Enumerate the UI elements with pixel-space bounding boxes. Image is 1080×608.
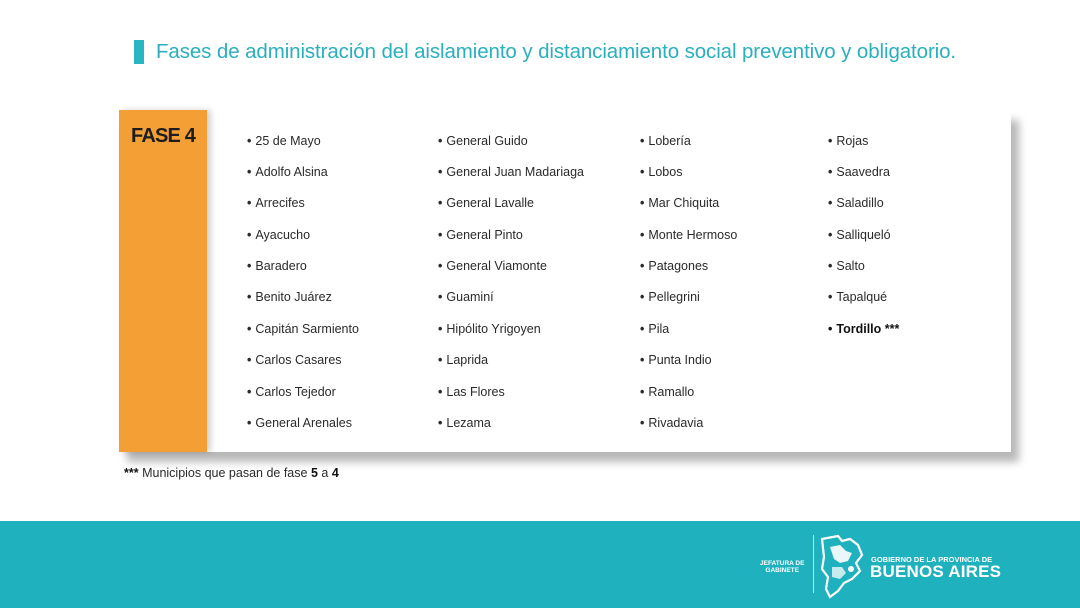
phase-tab — [119, 110, 207, 452]
municipality-item — [438, 290, 494, 304]
jefatura-label — [760, 560, 804, 574]
bullet-marker: • — [438, 259, 443, 273]
municipality-name: Lobos — [648, 165, 683, 179]
municipality-name: Monte Hermoso — [648, 228, 738, 242]
bullet-marker: • — [640, 290, 645, 304]
bullet-marker: • — [438, 353, 443, 367]
municipality-item — [828, 290, 887, 304]
municipality-item — [438, 416, 491, 430]
municipality-name: Arrecifes — [255, 196, 305, 210]
municipality-item — [828, 134, 868, 148]
bullet-marker: • — [640, 385, 645, 399]
municipality-name: Baradero — [255, 259, 307, 273]
municipality-name: Tapalqué — [836, 290, 888, 304]
municipality-item — [247, 322, 359, 336]
bullet-marker: • — [640, 165, 645, 179]
bullet-marker: • — [247, 322, 252, 336]
municipality-name: 25 de Mayo — [255, 134, 321, 148]
bullet-marker: • — [247, 196, 252, 210]
municipality-name: Pellegrini — [648, 290, 700, 304]
municipality-item — [438, 259, 547, 273]
footnote-to-phase: 4 — [331, 466, 339, 480]
bullet-marker: • — [247, 259, 252, 273]
government-label: GOBIERNO DE LA PROVINCIA DE — [871, 555, 993, 564]
municipality-name: Punta Indio — [648, 353, 712, 367]
municipality-item — [247, 416, 352, 430]
bullet-marker: • — [828, 134, 833, 148]
bullet-marker: • — [640, 353, 645, 367]
municipality-item — [438, 353, 488, 367]
municipality-item — [247, 385, 336, 399]
municipality-item — [640, 353, 712, 367]
municipality-item — [640, 385, 694, 399]
page-header — [134, 40, 956, 64]
municipality-item — [828, 228, 891, 242]
bullet-marker: • — [438, 228, 443, 242]
municipality-name: General Viamonte — [446, 259, 547, 273]
bullet-marker: • — [640, 322, 645, 336]
municipality-name: Saavedra — [836, 165, 890, 179]
bullet-marker: • — [828, 259, 833, 273]
municipality-item — [247, 165, 328, 179]
bullet-marker: • — [640, 228, 645, 242]
municipality-name: General Pinto — [446, 228, 523, 242]
municipality-name: General Lavalle — [446, 196, 534, 210]
municipality-name: Ayacucho — [255, 228, 311, 242]
bullet-marker: • — [640, 259, 645, 273]
bullet-marker: • — [828, 290, 833, 304]
bullet-marker: • — [438, 196, 443, 210]
phase-card — [119, 110, 1011, 452]
municipality-item — [438, 228, 523, 242]
bullet-marker: • — [828, 165, 833, 179]
bullet-marker: • — [438, 165, 443, 179]
municipality-name: Las Flores — [446, 385, 505, 399]
jefatura-line-1: JEFATURA DE — [760, 560, 805, 567]
municipality-name: Carlos Tejedor — [255, 385, 336, 399]
bullet-marker: • — [438, 416, 443, 430]
municipality-item — [828, 259, 865, 273]
municipality-item — [438, 165, 584, 179]
bullet-marker: • — [247, 385, 252, 399]
municipality-name: Salliqueló — [836, 228, 891, 242]
municipality-name: Rojas — [836, 134, 869, 148]
footnote-text: Municipios que pasan de fase — [142, 466, 308, 480]
municipality-item — [247, 353, 342, 367]
bullet-marker: • — [247, 353, 252, 367]
bullet-marker: • — [438, 322, 443, 336]
municipality-name: Saladillo — [836, 196, 884, 210]
municipality-item — [247, 259, 307, 273]
municipality-item — [438, 196, 534, 210]
municipality-item — [640, 322, 669, 336]
municipality-name: Salto — [836, 259, 865, 273]
municipality-name: Mar Chiquita — [648, 196, 720, 210]
page-title: Fases de administración del aislamiento y distanciamiento social preventivo y obligatorio. — [156, 40, 957, 63]
municipality-item — [640, 165, 682, 179]
bullet-marker: • — [247, 290, 252, 304]
bullet-marker: • — [438, 290, 443, 304]
municipality-item — [640, 416, 703, 430]
municipality-name: Benito Juárez — [255, 290, 332, 304]
municipality-name: Ramallo — [648, 385, 695, 399]
municipality-item — [828, 165, 890, 179]
bullet-marker: • — [438, 134, 443, 148]
municipality-item — [438, 385, 505, 399]
municipality-name: Lezama — [446, 416, 491, 430]
bullet-marker: • — [247, 416, 252, 430]
municipality-name: Guaminí — [446, 290, 494, 304]
phase-label: FASE 4 — [131, 125, 196, 147]
municipality-name: Tordillo *** — [836, 322, 900, 336]
bullet-marker: • — [247, 228, 252, 242]
municipality-name: General Juan Madariaga — [446, 165, 584, 179]
municipality-name: Capitán Sarmiento — [255, 322, 359, 336]
municipality-item — [247, 290, 332, 304]
municipality-name: General Guido — [446, 134, 528, 148]
municipality-item — [640, 134, 691, 148]
jefatura-line-2: GABINETE — [765, 567, 799, 574]
municipality-name: Lobería — [648, 134, 691, 148]
municipality-item — [640, 228, 737, 242]
municipality-item — [247, 134, 321, 148]
municipality-name: Patagones — [648, 259, 709, 273]
bullet-marker: • — [640, 196, 645, 210]
bullet-marker: • — [828, 228, 833, 242]
bullet-marker: • — [247, 165, 252, 179]
bullet-marker: • — [640, 134, 645, 148]
municipality-item — [247, 228, 310, 242]
bullet-marker: • — [828, 196, 833, 210]
footer-bar — [0, 521, 1080, 608]
municipality-name: Adolfo Alsina — [255, 165, 328, 179]
footnote — [124, 466, 339, 480]
footnote-from-phase: 5 — [310, 466, 318, 480]
municipality-item — [640, 196, 719, 210]
municipality-name: Laprida — [446, 353, 489, 367]
municipality-name: Carlos Casares — [255, 353, 342, 367]
municipality-item — [438, 134, 528, 148]
municipality-name: General Arenales — [255, 416, 352, 430]
province-name: BUENOS AIRES — [870, 562, 1002, 581]
footer-separator — [813, 535, 814, 593]
municipality-item — [438, 322, 541, 336]
municipality-item — [640, 259, 708, 273]
bullet-marker: • — [828, 322, 833, 336]
footnote-connector: a — [321, 466, 329, 480]
footnote-stars: *** — [124, 466, 139, 480]
province-map-icon — [818, 533, 866, 599]
municipality-item — [828, 196, 884, 210]
title-accent-bar — [134, 40, 144, 64]
bullet-marker: • — [247, 134, 252, 148]
bullet-marker: • — [438, 385, 443, 399]
municipality-item — [640, 290, 700, 304]
municipality-name: Rivadavia — [648, 416, 704, 430]
municipality-name: Hipólito Yrigoyen — [446, 322, 541, 336]
bullet-marker: • — [640, 416, 645, 430]
municipality-item — [247, 196, 305, 210]
municipality-item — [828, 322, 899, 336]
municipality-name: Pila — [648, 322, 670, 336]
